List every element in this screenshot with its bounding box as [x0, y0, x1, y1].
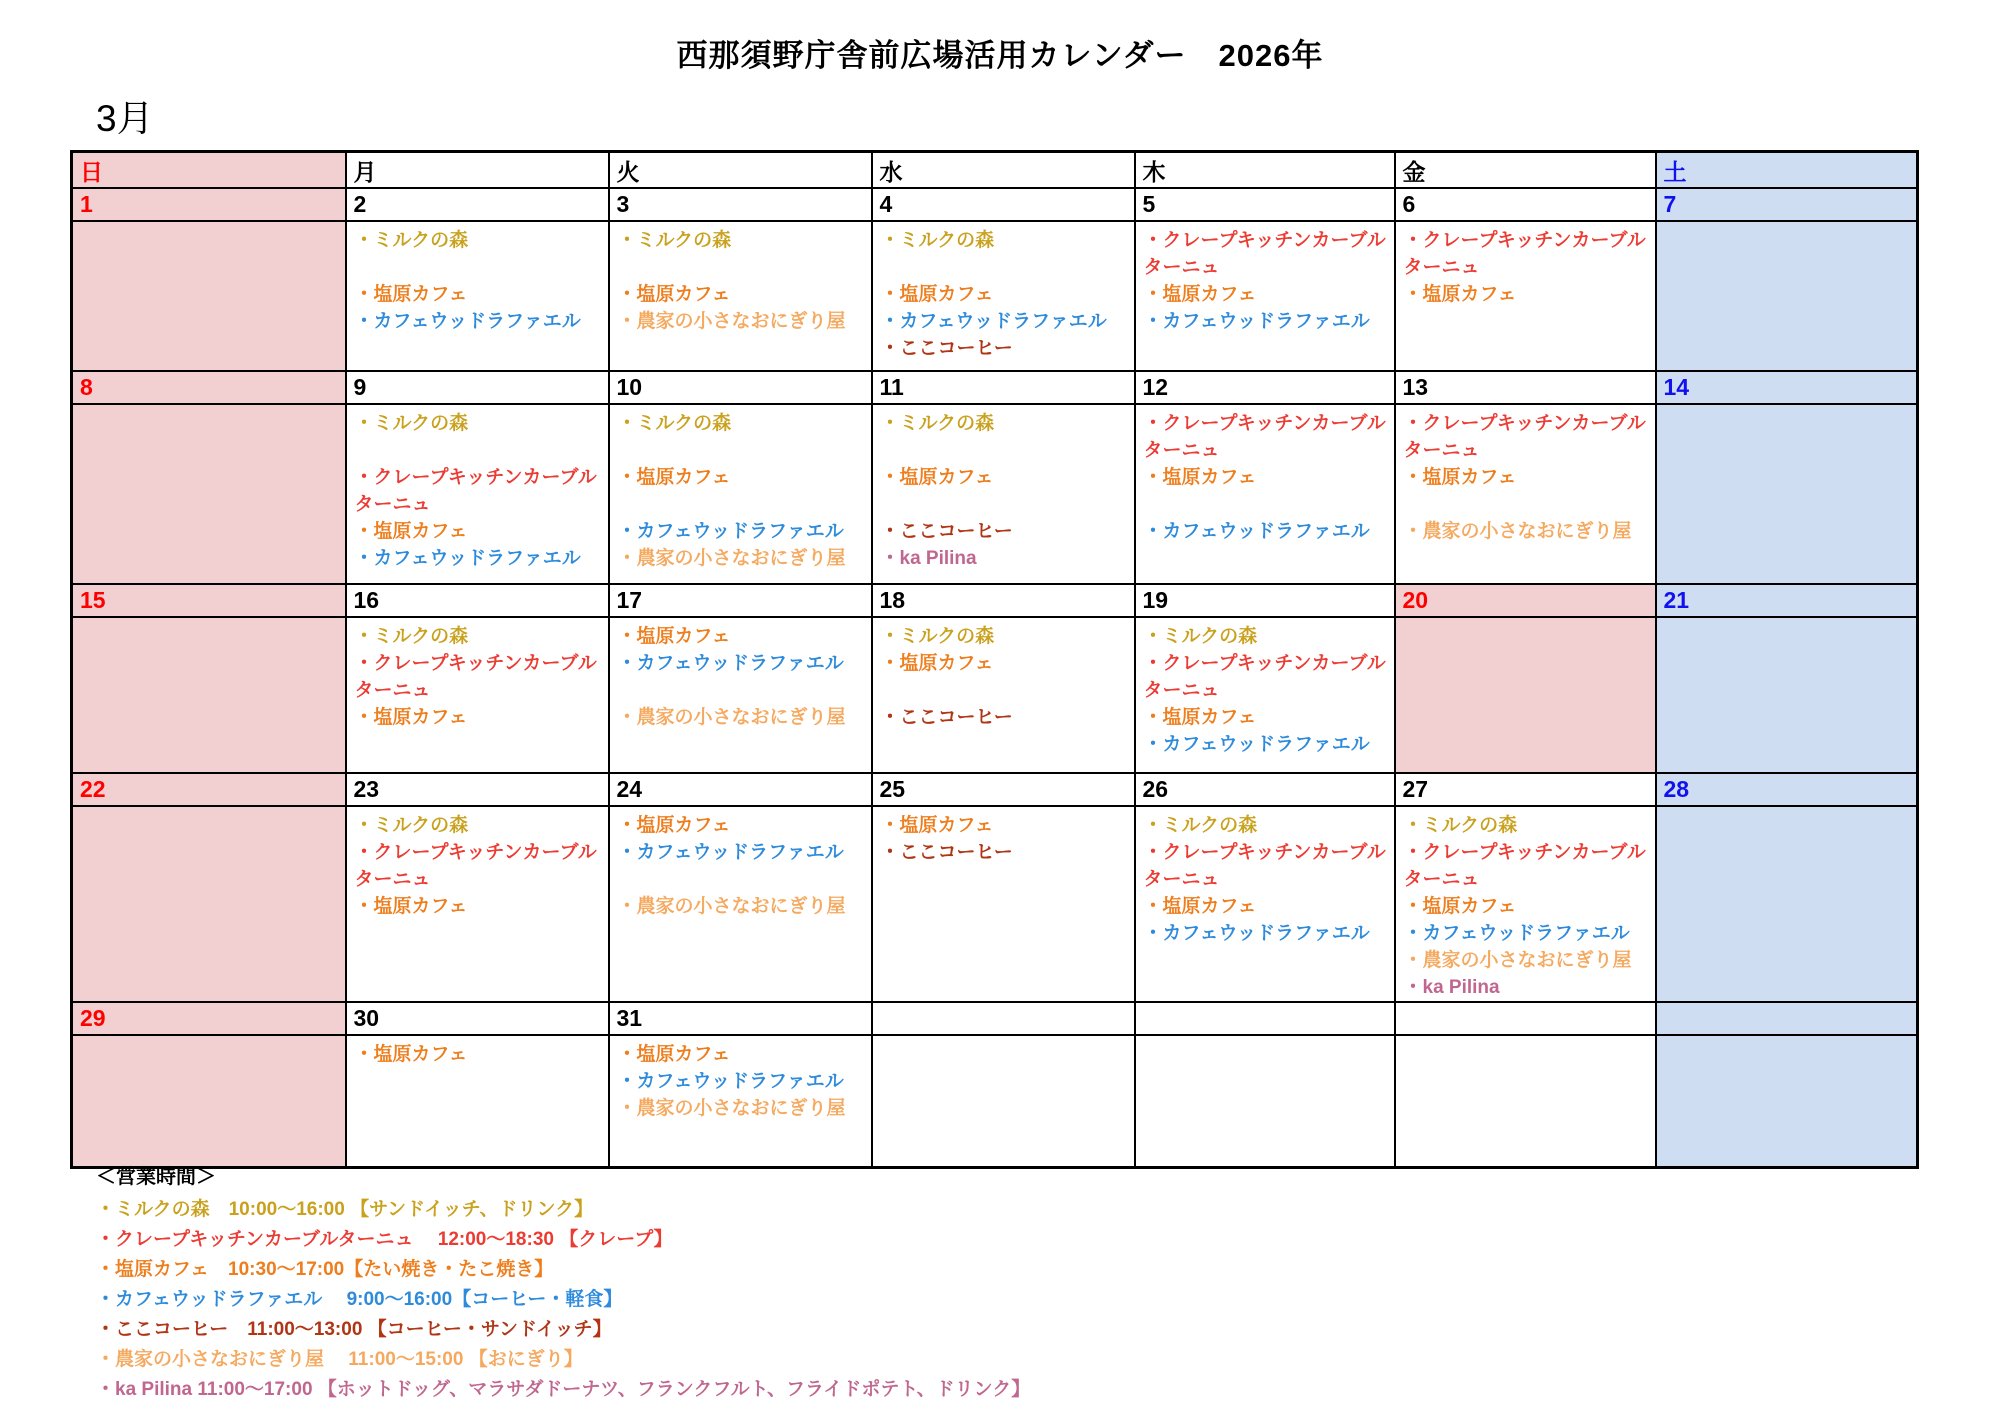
- day-cell-22: [72, 806, 346, 1002]
- vendor-entry-onigiri: ・農家の小さなおにぎり屋: [1403, 950, 1632, 971]
- business-hours-legend: [96, 1160, 1030, 1405]
- date-cell-6: 6: [1395, 188, 1656, 221]
- day-cell-21: [1656, 617, 1918, 773]
- vendor-entry-kapilina: ・ka Pilina: [880, 548, 977, 569]
- vendor-entry-rafael: ・カフェウッドラファエル: [354, 311, 581, 332]
- day-cell-20: [1395, 617, 1656, 773]
- vendor-entry-onigiri: ・農家の小さなおにぎり屋: [1403, 521, 1632, 542]
- content-row-week-3: [72, 617, 1918, 773]
- vendor-entry-crepe: ・クレープキッチンカーブルターニュ: [354, 653, 597, 701]
- date-cell-2: 2: [346, 188, 609, 221]
- page-title: 西那須野庁舎前広場活用カレンダー 2026年: [676, 38, 1324, 73]
- date-cell-30: 30: [346, 1002, 609, 1035]
- vendor-entry-milk: ・ミルクの森: [1143, 626, 1258, 647]
- vendor-entry-onigiri: ・農家の小さなおにぎり屋: [617, 707, 846, 728]
- date-cell-25: 25: [872, 773, 1135, 806]
- vendor-entry-crepe: ・クレープキッチンカーブルターニュ: [1143, 230, 1386, 278]
- day-cell-28: [1656, 806, 1918, 1002]
- date-cell-empty: [1656, 1002, 1918, 1035]
- legend-entries: [96, 1195, 1030, 1405]
- vendor-entry-crepe: ・クレープキッチンカーブルターニュ: [1403, 230, 1646, 278]
- weekday-header-row: [72, 152, 1918, 189]
- vendor-entry-shiobara: ・塩原カフェ: [1143, 467, 1257, 488]
- weekday-header-thu: 木: [1135, 152, 1395, 189]
- day-cell-16: [346, 617, 609, 773]
- legend-heading: ＜営業時間＞: [96, 1166, 216, 1188]
- date-cell-17: 17: [609, 584, 872, 617]
- date-cell-21: 21: [1656, 584, 1918, 617]
- day-cell-31: [609, 1035, 872, 1167]
- blank-line: [355, 437, 603, 464]
- legend-entry-milk: ・ミルクの森 10:00～16:00 【サンドイッチ、ドリンク】: [96, 1199, 594, 1220]
- date-cell-4: 4: [872, 188, 1135, 221]
- date-cell-10: 10: [609, 371, 872, 404]
- vendor-entry-shiobara: ・塩原カフェ: [354, 284, 468, 305]
- vendor-entry-milk: ・ミルクの森: [617, 230, 732, 251]
- day-cell-5: [1135, 221, 1395, 371]
- date-cell-20: 20: [1395, 584, 1656, 617]
- content-row-week-4: [72, 806, 1918, 1002]
- weekday-header-fri: 金: [1395, 152, 1656, 189]
- date-cell-15: 15: [72, 584, 346, 617]
- date-cell-18: 18: [872, 584, 1135, 617]
- vendor-entry-milk: ・ミルクの森: [880, 413, 995, 434]
- date-cell-23: 23: [346, 773, 609, 806]
- date-cell-7: 7: [1656, 188, 1918, 221]
- date-cell-8: 8: [72, 371, 346, 404]
- vendor-entry-shiobara: ・塩原カフェ: [1143, 896, 1257, 917]
- vendor-entry-rafael: ・カフェウッドラファエル: [1143, 734, 1370, 755]
- day-cell-1: [72, 221, 346, 371]
- date-cell-11: 11: [872, 371, 1135, 404]
- vendor-entry-crepe: ・クレープキッチンカーブルターニュ: [354, 467, 597, 515]
- blank-line: [881, 677, 1129, 704]
- blank-line: [618, 437, 866, 464]
- vendor-entry-rafael: ・カフェウッドラファエル: [1143, 521, 1370, 542]
- date-row-week-1: [72, 188, 1918, 221]
- date-cell-24: 24: [609, 773, 872, 806]
- vendor-entry-shiobara: ・塩原カフェ: [1143, 284, 1257, 305]
- weekday-header-wed: 水: [872, 152, 1135, 189]
- vendor-entry-milk: ・ミルクの森: [880, 230, 995, 251]
- date-cell-3: 3: [609, 188, 872, 221]
- day-cell-18: [872, 617, 1135, 773]
- day-cell-empty: [872, 1035, 1135, 1167]
- day-cell-3: [609, 221, 872, 371]
- content-row-week-2: [72, 404, 1918, 584]
- date-row-week-2: [72, 371, 1918, 404]
- vendor-entry-onigiri: ・農家の小さなおにぎり屋: [617, 548, 846, 569]
- vendor-entry-shiobara: ・塩原カフェ: [354, 707, 468, 728]
- vendor-entry-onigiri: ・農家の小さなおにぎり屋: [617, 1098, 846, 1119]
- vendor-entry-milk: ・ミルクの森: [617, 413, 732, 434]
- date-cell-9: 9: [346, 371, 609, 404]
- vendor-entry-shiobara: ・塩原カフェ: [617, 284, 731, 305]
- vendor-entry-milk: ・ミルクの森: [1143, 815, 1258, 836]
- calendar-table: [70, 150, 1919, 1169]
- vendor-entry-rafael: ・カフェウッドラファエル: [1143, 923, 1370, 944]
- vendor-entry-koko: ・ここコーヒー: [880, 521, 1013, 542]
- vendor-entry-milk: ・ミルクの森: [354, 230, 469, 251]
- weekday-header-sun: 日: [72, 152, 346, 189]
- date-cell-empty: [1135, 1002, 1395, 1035]
- vendor-entry-shiobara: ・塩原カフェ: [880, 284, 994, 305]
- day-cell-11: [872, 404, 1135, 584]
- date-cell-28: 28: [1656, 773, 1918, 806]
- day-cell-7: [1656, 221, 1918, 371]
- vendor-entry-koko: ・ここコーヒー: [880, 338, 1013, 359]
- day-cell-17: [609, 617, 872, 773]
- day-cell-24: [609, 806, 872, 1002]
- day-cell-25: [872, 806, 1135, 1002]
- day-cell-12: [1135, 404, 1395, 584]
- date-cell-16: 16: [346, 584, 609, 617]
- blank-line: [618, 677, 866, 704]
- day-cell-empty: [1135, 1035, 1395, 1167]
- date-cell-14: 14: [1656, 371, 1918, 404]
- vendor-entry-rafael: ・カフェウッドラファエル: [1403, 923, 1630, 944]
- date-cell-26: 26: [1135, 773, 1395, 806]
- vendor-entry-rafael: ・カフェウッドラファエル: [617, 1071, 844, 1092]
- vendor-entry-shiobara: ・塩原カフェ: [617, 1044, 731, 1065]
- legend-entry-rafael: ・カフェウッドラファエル 9:00～16:00【コーヒー・軽食】: [96, 1289, 623, 1310]
- day-cell-2: [346, 221, 609, 371]
- blank-line: [618, 491, 866, 518]
- legend-entry-shiobara: ・塩原カフェ 10:30～17:00【たい焼き・たこ焼き】: [96, 1259, 554, 1280]
- vendor-entry-shiobara: ・塩原カフェ: [880, 467, 994, 488]
- vendor-entry-crepe: ・クレープキッチンカーブルターニュ: [1143, 653, 1386, 701]
- day-cell-23: [346, 806, 609, 1002]
- blank-line: [881, 491, 1129, 518]
- vendor-entry-crepe: ・クレープキッチンカーブルターニュ: [354, 842, 597, 890]
- vendor-entry-shiobara: ・塩原カフェ: [880, 653, 994, 674]
- date-cell-19: 19: [1135, 584, 1395, 617]
- content-row-week-5: [72, 1035, 1918, 1167]
- legend-entry-koko: ・ここコーヒー 11:00～13:00 【コーヒー・サンドイッチ】: [96, 1319, 612, 1340]
- vendor-entry-shiobara: ・塩原カフェ: [617, 626, 731, 647]
- day-cell-13: [1395, 404, 1656, 584]
- month-label: 3月: [96, 98, 154, 139]
- day-cell-6: [1395, 221, 1656, 371]
- vendor-entry-rafael: ・カフェウッドラファエル: [617, 842, 844, 863]
- blank-line: [618, 254, 866, 281]
- vendor-entry-onigiri: ・農家の小さなおにぎり屋: [617, 896, 846, 917]
- vendor-entry-shiobara: ・塩原カフェ: [880, 815, 994, 836]
- vendor-entry-rafael: ・カフェウッドラファエル: [1143, 311, 1370, 332]
- day-cell-30: [346, 1035, 609, 1167]
- blank-line: [881, 254, 1129, 281]
- date-row-week-5: [72, 1002, 1918, 1035]
- blank-line: [881, 437, 1129, 464]
- vendor-entry-koko: ・ここコーヒー: [880, 707, 1013, 728]
- day-cell-15: [72, 617, 346, 773]
- date-cell-27: 27: [1395, 773, 1656, 806]
- day-cell-19: [1135, 617, 1395, 773]
- day-cell-27: [1395, 806, 1656, 1002]
- vendor-entry-milk: ・ミルクの森: [880, 626, 995, 647]
- day-cell-empty: [1395, 1035, 1656, 1167]
- date-row-week-3: [72, 584, 1918, 617]
- content-row-week-1: [72, 221, 1918, 371]
- day-cell-9: [346, 404, 609, 584]
- vendor-entry-milk: ・ミルクの森: [1403, 815, 1518, 836]
- date-cell-12: 12: [1135, 371, 1395, 404]
- vendor-entry-crepe: ・クレープキッチンカーブルターニュ: [1143, 413, 1386, 461]
- day-cell-4: [872, 221, 1135, 371]
- vendor-entry-milk: ・ミルクの森: [354, 626, 469, 647]
- vendor-entry-koko: ・ここコーヒー: [880, 842, 1013, 863]
- vendor-entry-shiobara: ・塩原カフェ: [1403, 467, 1517, 488]
- vendor-entry-crepe: ・クレープキッチンカーブルターニュ: [1403, 413, 1646, 461]
- vendor-entry-rafael: ・カフェウッドラファエル: [617, 521, 844, 542]
- day-cell-26: [1135, 806, 1395, 1002]
- vendor-entry-shiobara: ・塩原カフェ: [354, 1044, 468, 1065]
- vendor-entry-shiobara: ・塩原カフェ: [354, 896, 468, 917]
- weekday-header-mon: 月: [346, 152, 609, 189]
- legend-entry-crepe: ・クレープキッチンカーブルターニュ 12:00～18:30 【クレープ】: [96, 1229, 673, 1250]
- vendor-entry-shiobara: ・塩原カフェ: [1403, 284, 1517, 305]
- calendar-body: [72, 188, 1918, 1167]
- day-cell-29: [72, 1035, 346, 1167]
- date-cell-13: 13: [1395, 371, 1656, 404]
- date-row-week-4: [72, 773, 1918, 806]
- day-cell-empty: [1656, 1035, 1918, 1167]
- blank-line: [1404, 491, 1650, 518]
- vendor-entry-milk: ・ミルクの森: [354, 815, 469, 836]
- vendor-entry-rafael: ・カフェウッドラファエル: [617, 653, 844, 674]
- day-cell-8: [72, 404, 346, 584]
- weekday-header-tue: 火: [609, 152, 872, 189]
- vendor-entry-shiobara: ・塩原カフェ: [1143, 707, 1257, 728]
- vendor-entry-onigiri: ・農家の小さなおにぎり屋: [617, 311, 846, 332]
- date-cell-5: 5: [1135, 188, 1395, 221]
- vendor-entry-crepe: ・クレープキッチンカーブルターニュ: [1403, 842, 1646, 890]
- vendor-entry-shiobara: ・塩原カフェ: [617, 815, 731, 836]
- date-cell-29: 29: [72, 1002, 346, 1035]
- legend-entry-kapilina: ・ka Pilina 11:00～17:00 【ホットドッグ、マラサダドーナツ、フランクフルト、フライドポテト、ドリンク】: [96, 1379, 1031, 1400]
- date-cell-empty: [1395, 1002, 1656, 1035]
- weekday-header-sat: 土: [1656, 152, 1918, 189]
- day-cell-14: [1656, 404, 1918, 584]
- vendor-entry-shiobara: ・塩原カフェ: [617, 467, 731, 488]
- vendor-entry-crepe: ・クレープキッチンカーブルターニュ: [1143, 842, 1386, 890]
- blank-line: [618, 866, 866, 893]
- vendor-entry-milk: ・ミルクの森: [354, 413, 469, 434]
- blank-line: [1144, 491, 1389, 518]
- legend-entry-onigiri: ・農家の小さなおにぎり屋 11:00～15:00 【おにぎり】: [96, 1349, 583, 1370]
- vendor-entry-rafael: ・カフェウッドラファエル: [354, 548, 581, 569]
- day-cell-10: [609, 404, 872, 584]
- date-cell-22: 22: [72, 773, 346, 806]
- vendor-entry-rafael: ・カフェウッドラファエル: [880, 311, 1107, 332]
- vendor-entry-kapilina: ・ka Pilina: [1403, 977, 1500, 998]
- blank-line: [355, 254, 603, 281]
- date-cell-empty: [872, 1002, 1135, 1035]
- date-cell-31: 31: [609, 1002, 872, 1035]
- vendor-entry-shiobara: ・塩原カフェ: [1403, 896, 1517, 917]
- vendor-entry-shiobara: ・塩原カフェ: [354, 521, 468, 542]
- date-cell-1: 1: [72, 188, 346, 221]
